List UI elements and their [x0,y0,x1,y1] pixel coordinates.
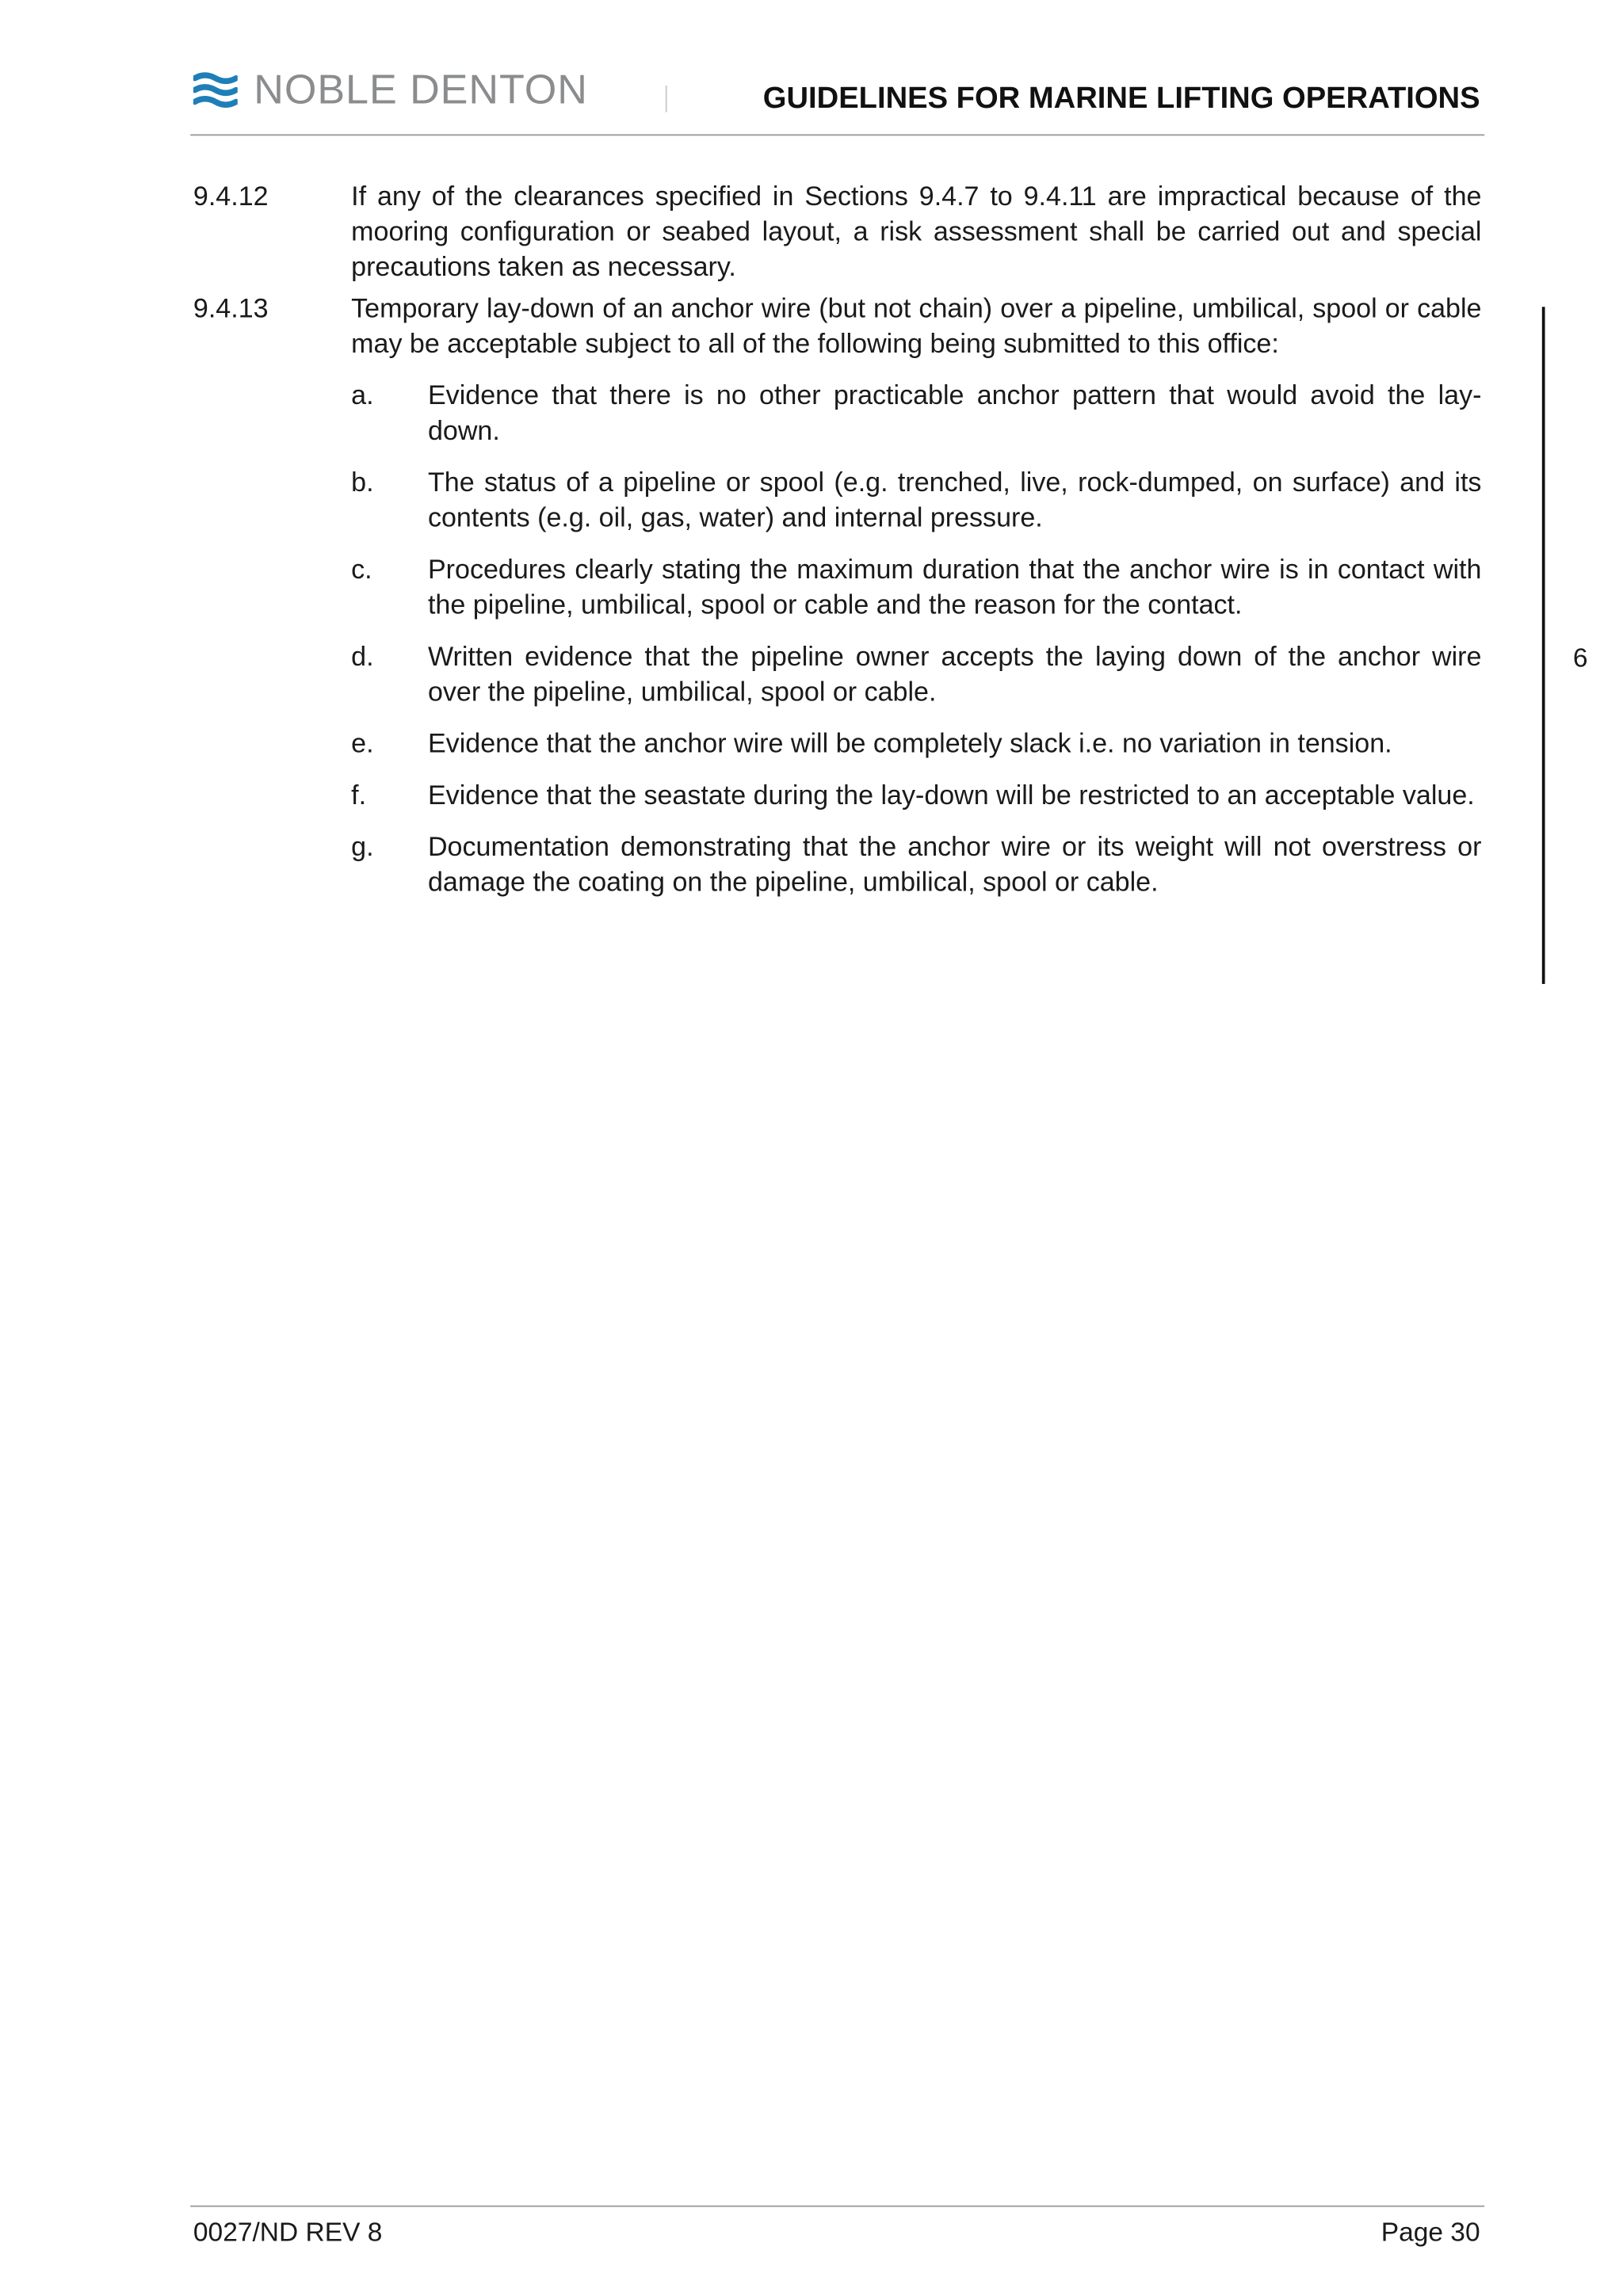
list-item-label: f. [351,779,367,810]
list-item-label: c. [351,553,372,585]
list-item-text: The status of a pipeline or spool (e.g. trenched, live, rock-dumped, on surface) and its contents (e.g. oil, gas, water) and internal pressure. [427,466,1482,533]
logo-wordmark: NOBLE DENTON [254,66,588,113]
list-item-text: Documentation demonstrating that the anchor wire or its weight will not overstress or damage the coating on the pipeline, umbilical, spool or cable. [427,830,1482,898]
list-item-label: d. [351,640,374,672]
noble-denton-logo [193,68,588,113]
list-item-text: Evidence that the anchor wire will be completely slack i.e. no variation in tension. [427,727,1392,759]
list-item-e [351,726,1481,761]
list-item-text: Evidence that the seastate during the lay-down will be restricted to an acceptable value. [427,779,1475,810]
revision-number: 6 [1572,643,1588,673]
list-item-b [351,465,1481,536]
list-item-a [351,378,1481,448]
list-item-label: a. [351,379,374,410]
list-item-g [351,829,1481,899]
section-number: 9.4.13 [193,292,269,323]
list-item-label: e. [351,727,374,759]
list-item-d [351,639,1481,709]
section-9-4-12 [193,178,1482,284]
revision-change-bar [1542,307,1545,984]
footer-rule [190,2206,1484,2207]
section-text: Temporary lay-down of an anchor wire (but not chain) over a pipeline, umbilical, spool or cable may be acceptable subject to all of the following being submitted to this office: [351,292,1482,359]
section-text: If any of the clearances specified in Sections 9.4.7 to 9.4.11 are impractical because of the mooring configuration or seabed layout, a risk assessment shall be carried out and special precautions taken as necessary. [351,180,1482,282]
document-reference: 0027/ND REV 8 [193,2217,383,2247]
page-number: Page 30 [1381,2217,1480,2247]
list-item-f [351,777,1481,813]
section-number: 9.4.12 [193,180,269,212]
list-item-text: Procedures clearly stating the maximum duration that the anchor wire is in contact with the pipeline, umbilical, spool or cable and the reason for the contact. [427,553,1482,620]
list-item-c [351,551,1481,622]
document-title: GUIDELINES FOR MARINE LIFTING OPERATIONS [762,81,1480,116]
list-item-label: b. [351,466,374,498]
list-item-text: Evidence that there is no other practicable anchor pattern that would avoid the lay-down. [427,379,1482,446]
waves-logo-icon [193,71,238,109]
header-rule [190,134,1484,135]
section-9-4-13 [193,291,1482,900]
header-divider [666,86,667,113]
list-item-label: g. [351,830,374,862]
list-item-text: Written evidence that the pipeline owner accepts the laying down of the anchor wire over the pipeline, umbilical, spool or cable. [427,640,1482,707]
